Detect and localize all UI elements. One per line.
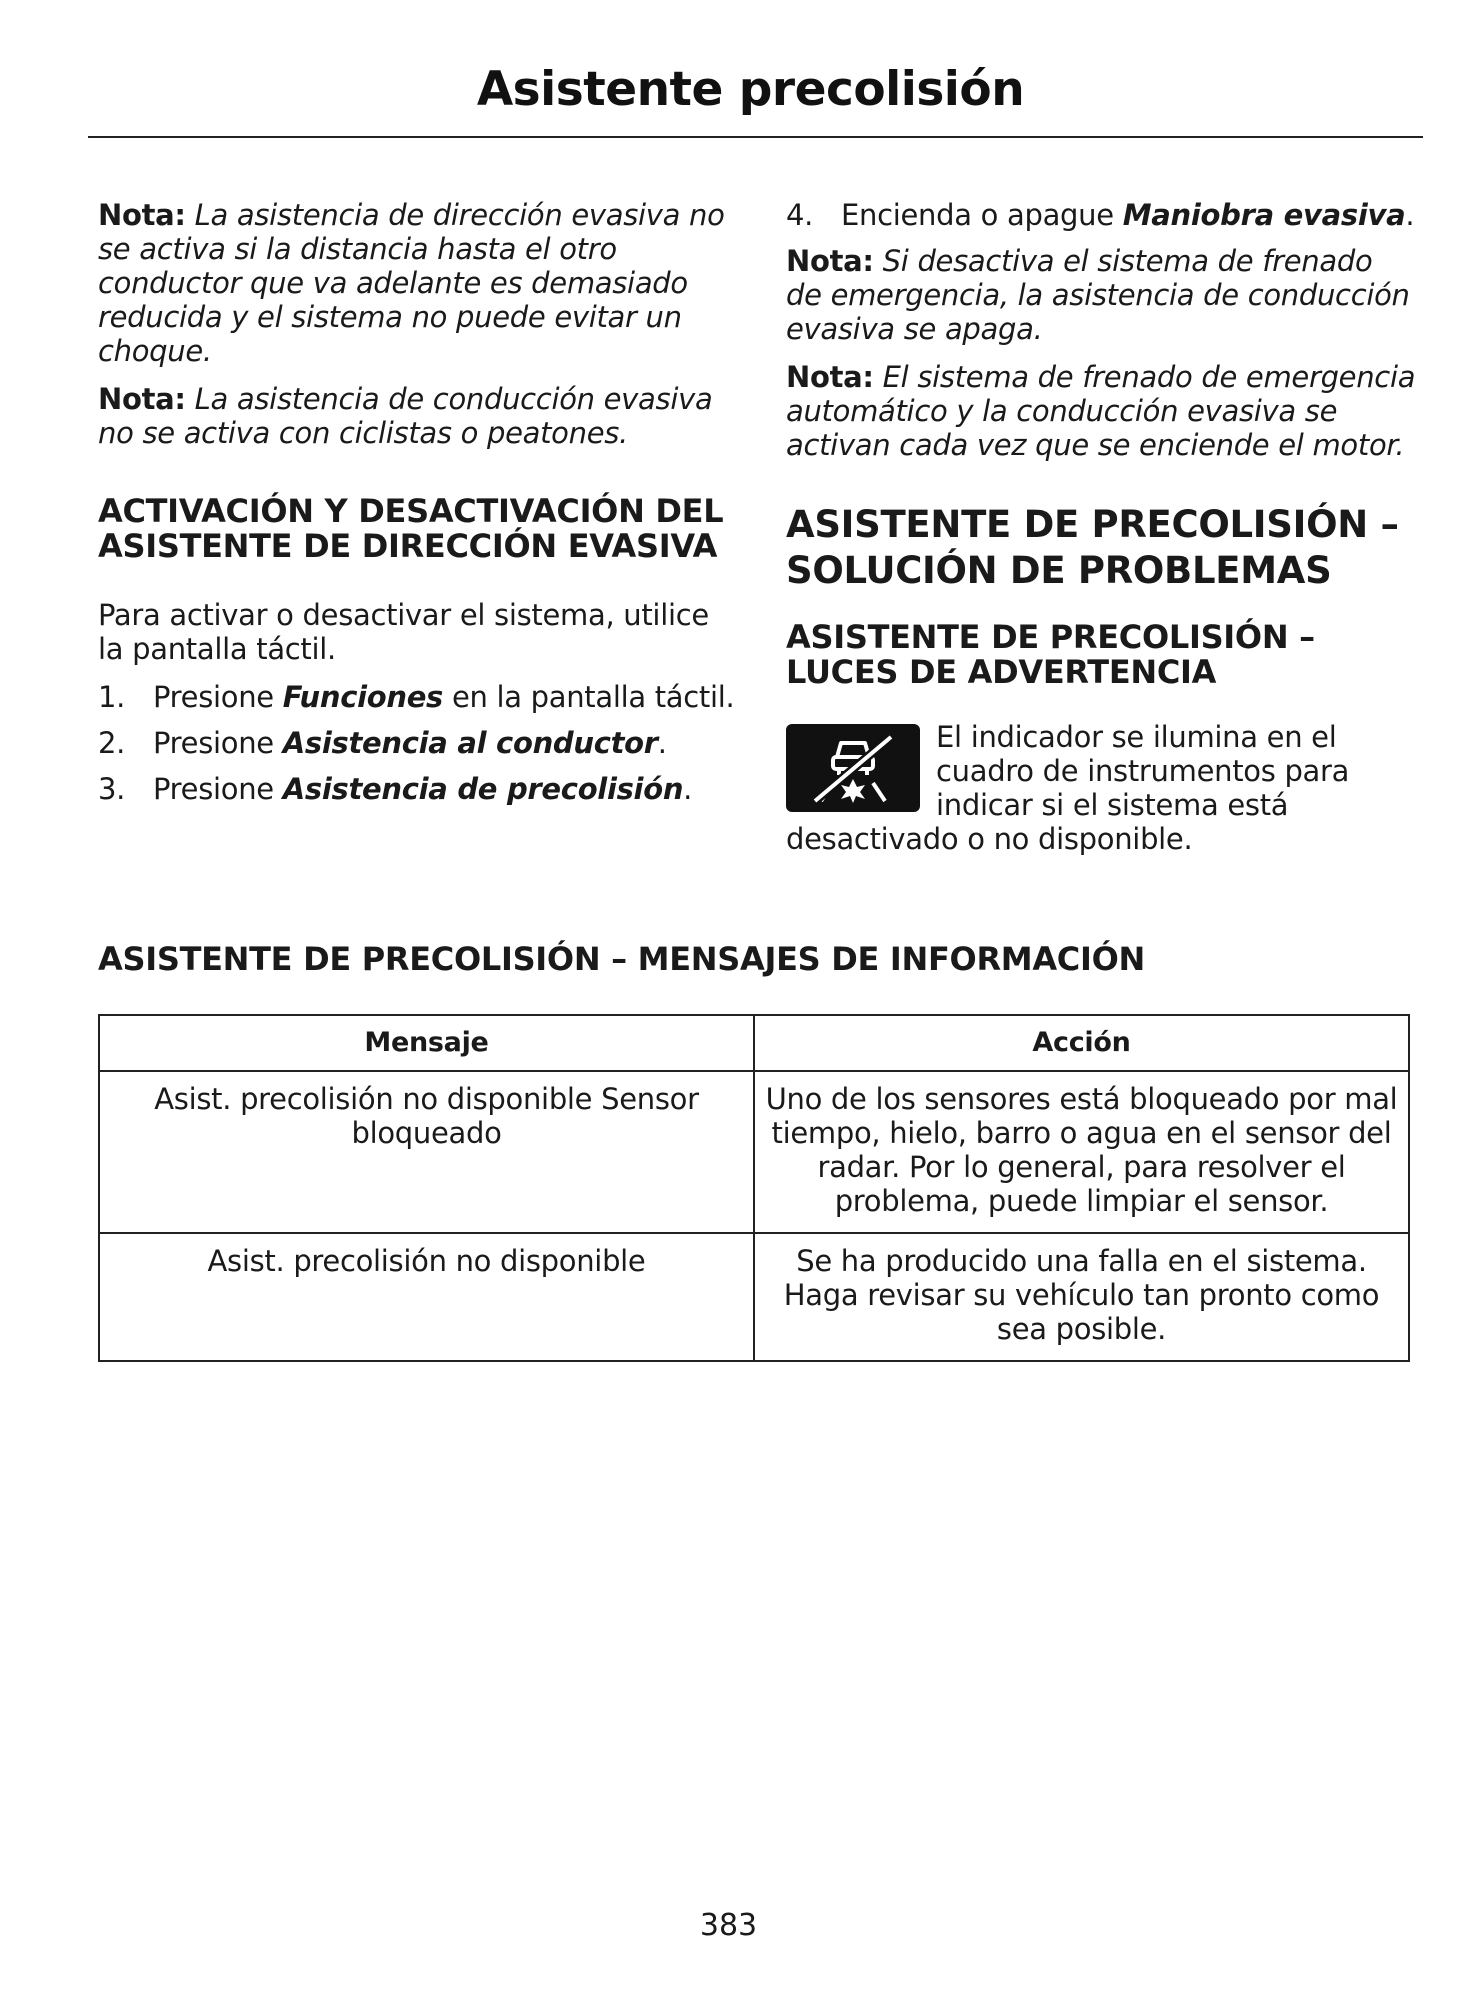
info-messages-table (98, 1014, 1410, 1362)
note-4 (786, 360, 1416, 462)
message-cell: Asist. precolisión no disponible (99, 1233, 754, 1361)
note-2 (98, 382, 738, 450)
step-emphasis: Asistencia de precolisión (282, 772, 684, 806)
left-column (98, 198, 738, 818)
action-cell: Uno de los sensores está bloqueado por mal tiempo, hielo, barro o agua en el sensor del radar. Por lo general, para resolver el problema, puede limpiar el sensor. (754, 1071, 1409, 1233)
steps-list (98, 680, 738, 806)
step-emphasis: Maniobra evasiva (1122, 198, 1406, 232)
section-heading-activation: ACTIVACIÓN Y DESACTIVACIÓN DEL ASISTENTE DE DIRECCIÓN EVASIVA (98, 492, 724, 565)
warning-light-description (786, 720, 1416, 856)
step-text: Presione (153, 680, 283, 714)
note-label: Nota: (786, 360, 874, 394)
column-header-action: Acción (754, 1015, 1409, 1071)
step-number: 4. (786, 198, 814, 232)
table-row (99, 1071, 1409, 1233)
intro-paragraph: Para activar o desactivar el sistema, utilice la pantalla táctil. (98, 598, 709, 666)
warning-text: El indicador se ilumina en el cuadro de instrumentos para indicar si el sistema está desactivado o no disponible. (786, 720, 1350, 856)
step-text: . (1405, 198, 1415, 232)
note-text: La asistencia de conducción evasiva no se activa con ciclistas o peatones. (98, 382, 713, 450)
message-cell: Asist. precolisión no disponible Sensor bloqueado (99, 1071, 754, 1233)
column-header-message: Mensaje (99, 1015, 754, 1071)
right-column (786, 198, 1416, 856)
note-text: La asistencia de dirección evasiva no se activa si la distancia hasta el otro conductor que va adelante es demasiado reducida y el sistema no puede evitar un choque. (98, 198, 725, 368)
note-1 (98, 198, 738, 368)
step-text: Presione (153, 772, 283, 806)
note-label: Nota: (98, 198, 186, 232)
note-3 (786, 244, 1416, 346)
steps-list-continued (786, 198, 1416, 232)
pre-collision-off-icon (786, 724, 920, 812)
list-item (98, 680, 738, 714)
list-item (98, 726, 738, 760)
step-text: Presione (153, 726, 283, 760)
step-text: Encienda o apague (841, 198, 1123, 232)
page-title: Asistente precolisión (476, 62, 1025, 117)
section-heading-info-messages: ASISTENTE DE PRECOLISIÓN – MENSAJES DE INFORMACIÓN (98, 940, 1145, 978)
step-number: 3. (98, 772, 126, 806)
action-cell: Se ha producido una falla en el sistema. Haga revisar su vehículo tan pronto como sea posible. (754, 1233, 1409, 1361)
page-number: 383 (699, 1908, 758, 1943)
step-number: 1. (98, 680, 126, 714)
note-label: Nota: (786, 244, 874, 278)
table-row (99, 1233, 1409, 1361)
note-text: Si desactiva el sistema de frenado de emergencia, la asistencia de conducción evasiva se apaga. (786, 244, 1410, 346)
step-number: 2. (98, 726, 126, 760)
section-heading-troubleshooting: ASISTENTE DE PRECOLISIÓN – SOLUCIÓN DE PROBLEMAS (786, 503, 1399, 592)
list-item (786, 198, 1416, 232)
step-emphasis: Funciones (282, 680, 444, 714)
step-text: en la pantalla táctil. (443, 680, 735, 714)
step-text: . (657, 726, 667, 760)
section-heading-warning-lights: ASISTENTE DE PRECOLISIÓN – LUCES DE ADVERTENCIA (786, 618, 1315, 691)
step-text: . (683, 772, 693, 806)
title-divider (88, 136, 1423, 138)
table-header-row (99, 1015, 1409, 1071)
note-text: El sistema de frenado de emergencia automático y la conducción evasiva se activan cada vez que se enciende el motor. (786, 360, 1416, 462)
list-item (98, 772, 738, 806)
note-label: Nota: (98, 382, 186, 416)
step-emphasis: Asistencia al conductor (282, 726, 658, 760)
